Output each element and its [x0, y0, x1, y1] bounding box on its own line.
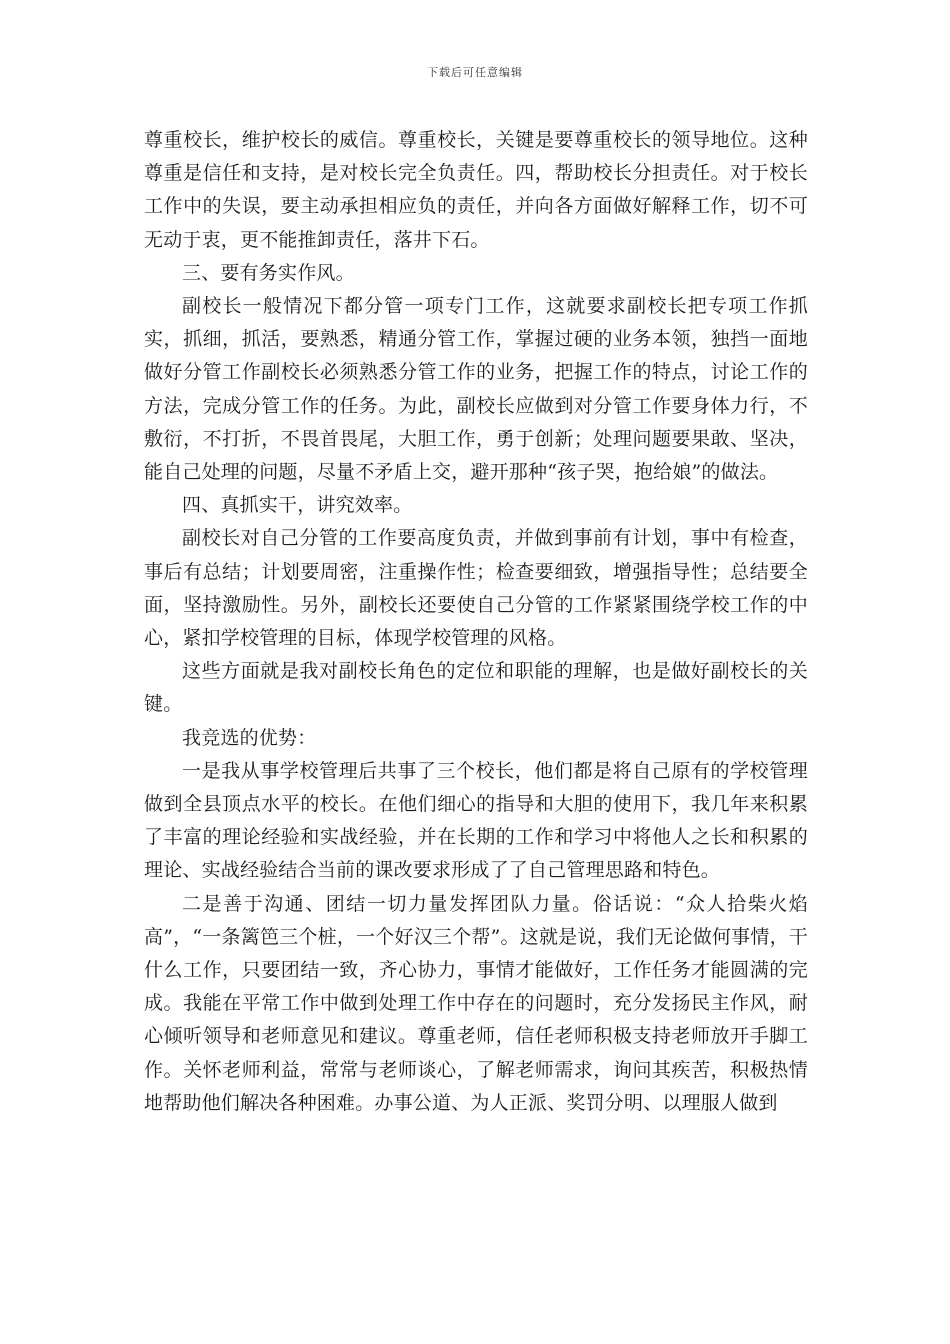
paragraph: 副校长一般情况下都分管一项专门工作，这就要求副校长把专项工作抓实，抓细，抓活，要熟悉，精通分管工作，掌握过硬的业务本领，独挡一面地做好分管工作副校长必须熟悉分管工作的业务，把握工作的特点，讨论工作的方法，完成分管工作的任务。为此，副校长应做到对分管工作要身体力行，不敷衍，不打折，不畏首畏尾，大胆工作，勇于创新；处理问题要果敢、坚决，能自己处理的问题，尽量不矛盾上交，避开那种“孩子哭，抱给娘”的做法。 — [144, 295, 808, 484]
section-heading: 四、真抓实干，讲究效率。 — [182, 494, 413, 517]
paragraph: 二是善于沟通、团结一切力量发挥团队力量。俗话说：“众人拾柴火焰高”，“一条篱笆三个桩，一个好汉三个帮”。这就是说，我们无论做何事情，干什么工作，只要团结一致，齐心协力，事情才能做好，工作任务才能圆满的完成。我能在平常工作中做到处理工作中存在的问题时，充分发扬民主作风，耐心倾听领导和老师意见和建议。尊重老师，信任老师积极支持老师放开手脚工作。关怀老师利益，常常与老师谈心，了解老师需求，询问其疾苦，积极热情地帮助他们解决各种困难。办事公道、为人正派、奖罚分明、以理服人做到 — [144, 892, 808, 1114]
paragraph: 尊重校长，维护校长的威信。尊重校长，关键是要尊重校长的领导地位。这种尊重是信任和支持，是对校长完全负责任。四，帮助校长分担责任。对于校长工作中的失误，要主动承担相应负的责任，并向各方面做好解释工作，切不可无动于衷，更不能推卸责任，落井下石。 — [144, 129, 808, 251]
page-header: 下载后可任意编辑 — [427, 66, 523, 79]
section-heading: 三、要有务实作风。 — [182, 261, 355, 284]
section-heading: 我竞选的优势： — [182, 726, 317, 749]
paragraph: 副校长对自己分管的工作要高度负责，并做到事前有计划，事中有检查，事后有总结；计划要周密，注重操作性；检查要细致，增强指导性；总结要全面，坚持激励性。另外，副校长还要使自己分管的工作紧紧围绕学校工作的中心，紧扣学校管理的目标，体现学校管理的风格。 — [144, 527, 808, 650]
paragraph: 这些方面就是我对副校长角色的定位和职能的理解，也是做好副校长的关键。 — [144, 660, 808, 716]
document-body — [144, 124, 808, 1120]
paragraph: 一是我从事学校管理后共事了三个校长，他们都是将自己原有的学校管理做到全县顶点水平的校长。在他们细心的指导和大胆的使用下，我几年来积累了丰富的理论经验和实战经验，并在长期的工作和学习中将他人之长和积累的理论、实战经验结合当前的课改要求形成了了自己管理思路和特色。 — [144, 759, 808, 882]
